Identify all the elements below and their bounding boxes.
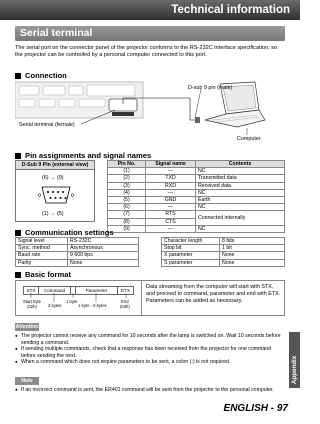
pin-contents: NC (196, 168, 285, 175)
signal-name: — (146, 168, 196, 175)
table-row (16, 252, 139, 259)
signal-name: — (146, 204, 196, 211)
signal-name: GND (146, 197, 196, 204)
parameter-bytes-label: 1 byte - 6 bytes (78, 303, 107, 308)
square-bullet-icon (15, 73, 21, 79)
setting-name: S parameter (162, 259, 220, 266)
square-bullet-icon (15, 272, 21, 278)
col-header: Pin No. (108, 161, 146, 168)
setting-value: 8 bits (220, 238, 285, 245)
dsub-pin-box (15, 160, 95, 222)
pin-contents: Transmitted data (196, 175, 285, 182)
page-number: ENGLISH - 97 (223, 403, 288, 414)
table-row (108, 182, 285, 189)
format-diagram (16, 281, 142, 315)
pin-contents: Received data (196, 182, 285, 189)
pin-contents: Earth (196, 197, 285, 204)
pin-no: (2) (108, 175, 146, 182)
appendix-tab-label: Appendix (290, 355, 298, 384)
setting-value: None (220, 252, 285, 259)
attention-list (15, 333, 285, 366)
comm-heading-text: Communication settings (25, 228, 114, 237)
signal-name: RTS (146, 211, 196, 218)
section-title: Serial terminal (20, 27, 93, 39)
appendix-tab (289, 332, 300, 388)
pin-no: (8) (108, 218, 146, 225)
table-row (16, 238, 139, 245)
table-row (108, 225, 285, 232)
format-heading (15, 270, 71, 279)
end-byte-label: End (03h) (120, 299, 130, 309)
format-cell-parameter: Parameter (76, 287, 118, 294)
setting-value: None (68, 259, 139, 266)
format-box (15, 280, 285, 316)
format-cell-command: Command (39, 287, 71, 294)
setting-name: Signal level (16, 238, 68, 245)
connection-heading (15, 71, 67, 80)
setting-value: Asynchronous (68, 245, 139, 252)
table-row (108, 211, 285, 218)
table-row (108, 168, 285, 175)
signal-name: — (146, 225, 196, 232)
pin-no: (6) (108, 204, 146, 211)
pin-no: (3) (108, 182, 146, 189)
comm-table-left (15, 237, 139, 267)
square-bullet-icon (15, 230, 21, 236)
pin-contents: NC (196, 189, 285, 196)
pin-no: (4) (108, 189, 146, 196)
setting-value: 1 bit (220, 245, 285, 252)
dsub-connector-icon (38, 183, 74, 207)
attention-label: Attention (15, 324, 39, 330)
pin-contents: Connected internally (196, 211, 285, 225)
comm-table-right (161, 237, 285, 267)
intro-text: The serial port on the connector panel of the projector conforms to the RS-232C interface specification, so the projector can be controlled by a personal computer connected to this port. (15, 45, 278, 59)
command-bytes-label: 3 bytes (48, 303, 62, 308)
setting-name: Sync. method (16, 245, 68, 252)
setting-name: X parameter (162, 252, 220, 259)
table-row (108, 189, 285, 196)
dsub-label: D-sub 9 pin (male) (188, 85, 233, 91)
col-header: Contents (196, 161, 285, 168)
table-row (162, 252, 285, 259)
pin-no: (9) (108, 225, 146, 232)
header-title: Technical information (171, 4, 290, 16)
setting-value: RS-232C (68, 238, 139, 245)
setting-name: Character length (162, 238, 220, 245)
setting-value: 9 600 bps (68, 252, 139, 259)
pin-no: (5) (108, 197, 146, 204)
format-cell-stx: STX (24, 287, 39, 294)
signal-name: RXD (146, 182, 196, 189)
table-row (162, 259, 285, 266)
pin-bottom-label: (1) → (5) (42, 211, 64, 217)
table-header-row (108, 161, 285, 168)
connection-illustration (15, 80, 285, 144)
table-row (108, 175, 285, 182)
comm-heading (15, 228, 114, 237)
format-description: Data streaming from the computer will start with STX, and proceed to command, parameter and end with ETX. Parameters can be added as necessary. (146, 284, 281, 304)
format-heading-text: Basic format (25, 270, 72, 279)
pin-contents: NC (196, 225, 285, 232)
format-cell-etx: ETX (121, 288, 130, 293)
table-row (108, 204, 285, 211)
pins-heading (15, 151, 151, 160)
computer-label: Computer (237, 136, 261, 142)
signal-name: CTS (146, 218, 196, 225)
start-byte-label: Start byte (02h) (23, 299, 41, 309)
note-list (15, 387, 285, 394)
section-title-bar (15, 26, 285, 41)
list-item: ● The projector cannot receive any command for 10 seconds after the lamp is switched on. Wait 10 seconds before sending a command. (15, 333, 285, 346)
col-header: Signal name (146, 161, 196, 168)
table-row (108, 197, 285, 204)
pin-table (107, 160, 285, 233)
pin-contents: NC (196, 204, 285, 211)
connection-diagram (15, 80, 285, 144)
setting-value: None (220, 259, 285, 266)
list-item: ● If an incorrect command is sent, the ER401 command will be sent from the projector to the personal computer. (15, 387, 285, 394)
setting-name: Parity (16, 259, 68, 266)
connection-heading-text: Connection (25, 71, 67, 80)
table-row (162, 238, 285, 245)
pin-top-label: (6) → (9) (42, 175, 64, 181)
table-row (162, 245, 285, 252)
signal-name: — (146, 189, 196, 196)
separator-byte-label: 1 byte (66, 299, 78, 304)
table-row (16, 259, 139, 266)
list-item: ● When a command which does not require parameters to be sent, a colon (:) is not required. (15, 359, 285, 366)
pins-heading-text: Pin assignments and signal names (25, 151, 152, 160)
table-row (16, 245, 139, 252)
pin-no: (7) (108, 211, 146, 218)
serial-terminal-label: Serial terminal (female) (19, 122, 75, 128)
signal-name: TXD (146, 175, 196, 182)
list-item: ● If sending multiple commands, check that a response has been received from the projector for one command before sending the next. (15, 346, 285, 359)
setting-name: Stop bit (162, 245, 220, 252)
square-bullet-icon (15, 153, 21, 159)
setting-name: Baud rate (16, 252, 68, 259)
pin-no: (1) (108, 168, 146, 175)
note-label: Note (15, 377, 39, 385)
dsub-box-title: D-Sub 9 Pin (external view) (16, 161, 94, 170)
page-header (0, 0, 300, 20)
